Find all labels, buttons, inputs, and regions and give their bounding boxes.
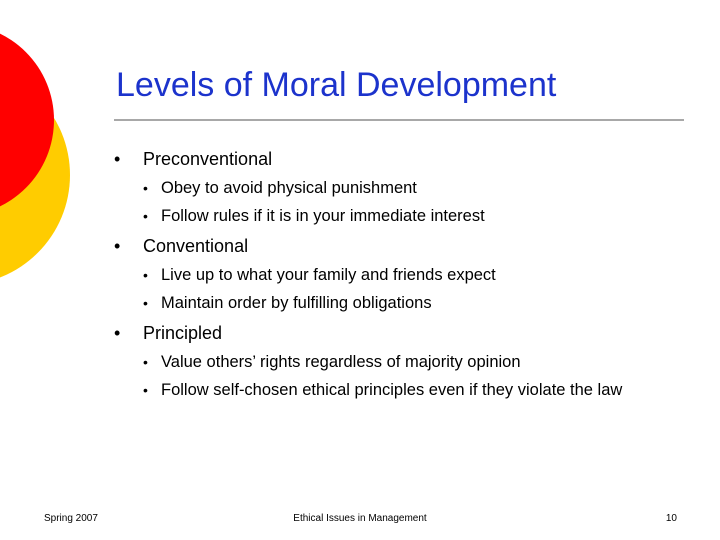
sub-bullet-dot-icon: • bbox=[143, 382, 148, 398]
sub-bullet-list bbox=[143, 265, 694, 314]
bullet-dot-icon: • bbox=[114, 149, 121, 169]
sub-bullet-list bbox=[143, 352, 694, 401]
sub-bullet-dot-icon: • bbox=[143, 354, 148, 370]
bullet-text: Preconventional bbox=[143, 149, 273, 169]
footer-date: Spring 2007 bbox=[44, 513, 98, 524]
sub-bullet-item bbox=[143, 178, 694, 199]
bullet-text: Conventional bbox=[143, 236, 249, 256]
sub-bullet-dot-icon: • bbox=[143, 180, 148, 196]
sub-bullet-dot-icon: • bbox=[143, 208, 148, 224]
bullet-dot-icon: • bbox=[114, 236, 121, 256]
slide-title: Levels of Moral Development bbox=[116, 66, 557, 104]
sub-bullet-dot-icon: • bbox=[143, 267, 148, 283]
sub-bullet-item bbox=[143, 352, 694, 373]
decorative-circles bbox=[0, 0, 120, 300]
sub-bullet-dot-icon: • bbox=[143, 295, 148, 311]
title-divider bbox=[114, 119, 684, 121]
sub-bullet-text: Live up to what your family and friends expect bbox=[161, 266, 496, 284]
bullet-item bbox=[114, 322, 694, 401]
sub-bullet-item bbox=[143, 293, 694, 314]
sub-bullet-text: Maintain order by fulfilling obligations bbox=[161, 294, 432, 312]
bullet-text: Principled bbox=[143, 323, 223, 343]
footer-slide-number: 10 bbox=[665, 513, 677, 524]
sub-bullet-text: Follow self-chosen ethical principles even if they violate the law bbox=[161, 381, 623, 399]
sub-bullet-item bbox=[143, 206, 694, 227]
bullet-item bbox=[114, 235, 694, 314]
sub-bullet-text: Obey to avoid physical punishment bbox=[161, 179, 417, 197]
footer-course-title: Ethical Issues in Management bbox=[293, 513, 427, 524]
sub-bullet-item bbox=[143, 380, 694, 401]
bullet-item bbox=[114, 148, 694, 227]
bullet-dot-icon: • bbox=[114, 323, 121, 343]
sub-bullet-item bbox=[143, 265, 694, 286]
bullet-list bbox=[114, 148, 694, 409]
sub-bullet-text: Value others’ rights regardless of majority opinion bbox=[161, 353, 521, 371]
sub-bullet-text: Follow rules if it is in your immediate interest bbox=[161, 207, 485, 225]
sub-bullet-list bbox=[143, 178, 694, 227]
